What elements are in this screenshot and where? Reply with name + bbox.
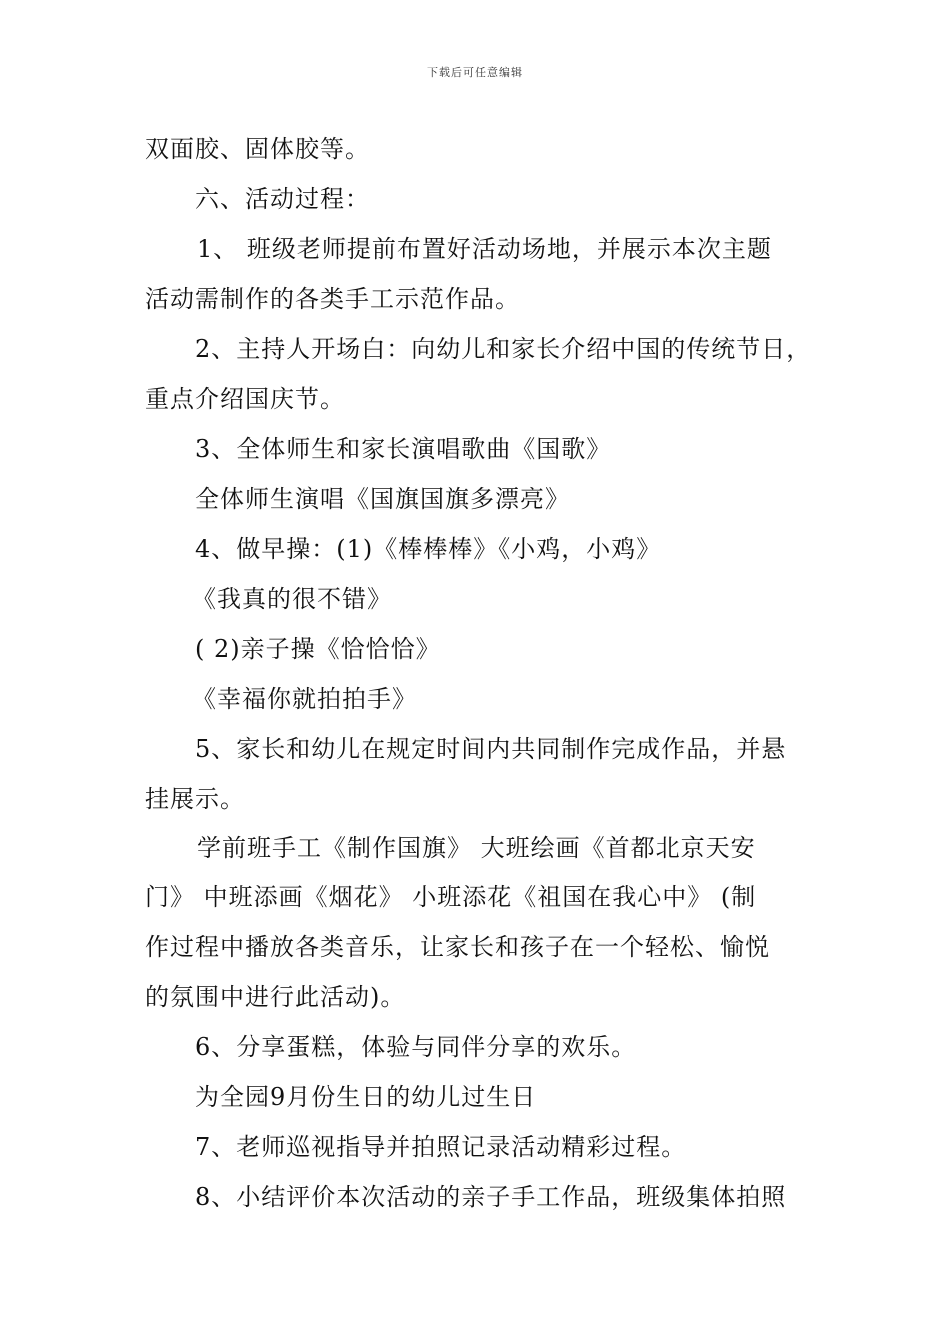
text-line: 4、做早操：(1)《棒棒棒》《小鸡，小鸡》 xyxy=(195,535,662,563)
text-line: 3、全体师生和家长演唱歌曲《国歌》 xyxy=(195,435,612,463)
text-line: 5、家长和幼儿在规定时间内共同制作完成作品，并悬 xyxy=(195,735,787,763)
text-line: 六、活动过程： xyxy=(195,185,370,213)
text-line: 重点介绍国庆节。 xyxy=(145,385,345,413)
text-line: 活动需制作的各类手工示范作品。 xyxy=(145,285,520,313)
page-header-note: 下载后可任意编辑 xyxy=(427,66,523,79)
text-line: 7、老师巡视指导并拍照记录活动精彩过程。 xyxy=(195,1133,687,1161)
text-line: 2、主持人开场白：向幼儿和家长介绍中国的传统节日， xyxy=(195,335,812,363)
text-line: 全体师生演唱《国旗国旗多漂亮》 xyxy=(195,485,570,513)
text-line: 双面胶、固体胶等。 xyxy=(145,135,370,163)
text-line: 1、 班级老师提前布置好活动场地，并展示本次主题 xyxy=(197,235,772,263)
text-line: 挂展示。 xyxy=(145,785,245,813)
text-line: 的氛围中进行此活动)。 xyxy=(145,983,406,1011)
text-line: 为全园9月份生日的幼儿过生日 xyxy=(195,1083,537,1111)
text-line: 《幸福你就拍拍手》 xyxy=(192,685,417,713)
text-line: ( 2)亲子操《恰恰恰》 xyxy=(195,635,441,663)
text-line: 作过程中播放各类音乐，让家长和孩子在一个轻松、愉悦 xyxy=(145,933,770,961)
text-line: 8、小结评价本次活动的亲子手工作品，班级集体拍照 xyxy=(195,1183,787,1211)
text-line: 《我真的很不错》 xyxy=(192,585,392,613)
text-line: 学前班手工《制作国旗》 大班绘画《首都北京天安 xyxy=(197,834,756,862)
text-line: 门》 中班添画《烟花》 小班添花《祖国在我心中》 (制 xyxy=(145,883,757,911)
text-line: 6、分享蛋糕，体验与同伴分享的欢乐。 xyxy=(195,1033,637,1061)
